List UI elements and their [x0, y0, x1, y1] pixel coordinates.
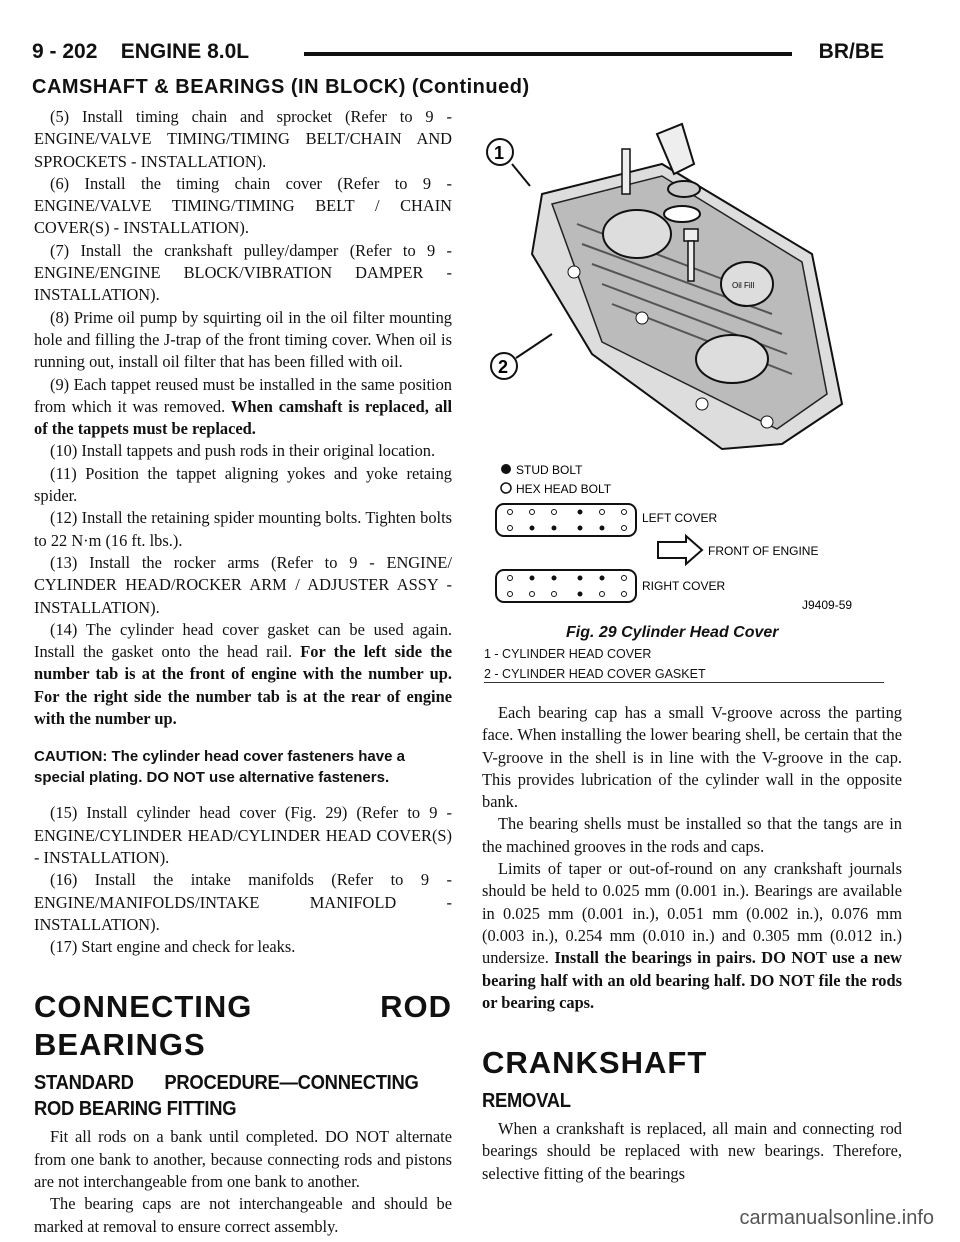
- figure-rule: [484, 682, 884, 683]
- figure-legend: [484, 644, 706, 684]
- step-5: (5) Install timing chain and sprocket (Refer to 9 - ENGINE/VALVE TIMING/TIMING BELT/CHAIN AND SPROCKETS - INSTALLATION).: [34, 107, 452, 171]
- step-11: (11) Position the tappet aligning yokes and yoke retaing spider.: [34, 463, 452, 506]
- label-right-cover: RIGHT COVER: [642, 579, 726, 593]
- left-cover-gasket-diagram: [496, 504, 636, 536]
- cylinder-head-cover-illustration: [482, 104, 882, 684]
- front-of-engine-arrow: [658, 536, 702, 564]
- heading-removal: REMOVAL: [482, 1090, 571, 1113]
- svg-text:Oil Fill: Oil Fill: [732, 281, 755, 290]
- label-front-of-engine: FRONT OF ENGINE: [708, 544, 819, 558]
- step-13: (13) Install the rocker arms (Refer to 9 - ENGINE/ CYLINDER HEAD/ROCKER ARM / ADJUSTER ASSY - INSTALLATION).: [34, 552, 452, 617]
- header-rule: [304, 52, 792, 56]
- legend-hex-head-bolt: HEX HEAD BOLT: [516, 482, 612, 496]
- model-code: BR/BE: [818, 40, 884, 63]
- step-10: (10) Install tappets and push rods in their original location.: [50, 441, 436, 461]
- heading-connecting-rod-bearings: CONNECTING ROD BEARINGS: [34, 989, 452, 1063]
- taper-limits-paragraph: [482, 858, 902, 1014]
- removal-paragraph: When a crankshaft is replaced, all main and connecting rod bearings should be replaced with new bearings. Therefore, selective fitting of the bearings: [482, 1119, 902, 1183]
- step-14: [34, 619, 452, 730]
- step-9-text: (9) Each tappet reused must be installed in the same position from which it was removed.: [34, 374, 452, 416]
- bearing-shells-paragraph: The bearing shells must be installed so that the tangs are in the machined grooves in the rods and caps.: [482, 814, 902, 856]
- callout-1: 1: [494, 143, 505, 163]
- figure-code: J9409-59: [802, 598, 853, 612]
- right-cover-gasket-diagram: [496, 570, 636, 602]
- step-9-bold: When camshaft is replaced, all of the tappets must be replaced.: [34, 396, 452, 439]
- callout-2: 2: [498, 357, 509, 377]
- step-14-bold: For the left side the number tab is at the front of engine with the number up. For the right side the number tab is at the rear of engine with the number up.: [34, 642, 453, 729]
- section-continued-title: CAMSHAFT & BEARINGS (IN BLOCK) (Continued): [32, 76, 530, 98]
- heading-crankshaft: CRANKSHAFT: [482, 1045, 708, 1081]
- page-header: [32, 40, 884, 70]
- step-15: (15) Install cylinder head cover (Fig. 29) (Refer to 9 - ENGINE/CYLINDER HEAD/CYLINDER HEAD COVER(S) - INSTALLATION).: [34, 803, 452, 867]
- right-column: [482, 702, 902, 1185]
- figure-title: Fig. 29 Cylinder Head Cover: [566, 624, 779, 641]
- step-17: (17) Start engine and check for leaks.: [50, 937, 296, 957]
- oil-filler-cap: [721, 262, 773, 306]
- hex-head-bolt-symbol: [501, 483, 511, 493]
- page-number-title: 9 - 202 ENGINE 8.0L: [32, 40, 250, 63]
- figure-item-1: 1 - CYLINDER HEAD COVER: [484, 647, 652, 661]
- stud-bolt: [622, 149, 630, 194]
- fitting-paragraph-2: The bearing caps are not interchangeable and should be marked at removal to ensure correct assembly.: [34, 1194, 452, 1236]
- caution-note: CAUTION: The cylinder head cover fasteners have a special plating. DO NOT use alternative fasteners.: [34, 748, 405, 787]
- step-6: (6) Install the timing chain cover (Refer to 9 - ENGINE/VALVE TIMING/TIMING BELT / CHAIN COVER(S) - INSTALLATION).: [34, 173, 452, 238]
- left-column: [34, 106, 452, 1238]
- step-12: (12) Install the retaining spider mounting bolts. Tighten bolts to 22 N·m (16 ft. lbs.).: [34, 508, 452, 550]
- fitting-paragraph-1: Fit all rods on a bank until completed. DO NOT alternate from one bank to another, because connecting rods and pistons are not interchangeable from one bank to another.: [34, 1127, 452, 1191]
- legend-stud-bolt: STUD BOLT: [516, 463, 583, 477]
- bearing-cap-paragraph: Each bearing cap has a small V-groove across the parting face. When installing the lower bearing shell, be certain that the V-groove in the shell is in line with the V-groove in the cap. This provides lubrication of the cylinder wall in the opposite bank.: [482, 703, 902, 812]
- step-8: (8) Prime oil pump by squirting oil in the oil filter mounting hole and filling the J-trap of the front timing cover. When oil is running out, install oil filter that has been filled with oil.: [34, 307, 452, 372]
- step-14-text: (14) The cylinder head cover gasket can be used again. Install the gasket onto the head rail.: [34, 619, 452, 662]
- step-9: [34, 374, 452, 441]
- label-left-cover: LEFT COVER: [642, 511, 718, 525]
- stud-bolt-symbol: [501, 464, 511, 474]
- heading-standard-procedure: STANDARD PROCEDURE—CONNECTING ROD BEARING FITTING: [34, 1072, 419, 1121]
- watermark: carmanualsonline.info: [739, 1207, 934, 1229]
- step-7: (7) Install the crankshaft pulley/damper (Refer to 9 - ENGINE/ENGINE BLOCK/VIBRATION DAMPER - INSTALLATION).: [34, 240, 452, 305]
- figure-item-2: 2 - CYLINDER HEAD COVER GASKET: [484, 667, 706, 681]
- taper-limits-bold: Install the bearings in pairs. DO NOT use a new bearing half with an old bearing half. DO NOT file the rods or bearing caps.: [482, 948, 902, 1012]
- taper-limits-text: Limits of taper or out-of-round on any crankshaft journals should be held to 0.025 mm (0.001 in.). Bearings are available in 0.025 mm (0.001 in.), 0.051 mm (0.002 in.), 0.076 mm (0.003 in.), 0.254 mm (0.010 in.) and 0.305 mm (0.012 in.) undersize.: [482, 859, 902, 968]
- step-16: (16) Install the intake manifolds (Refer to 9 - ENGINE/MANIFOLDS/INTAKE MANIFOLD - INSTALLATION).: [34, 870, 452, 934]
